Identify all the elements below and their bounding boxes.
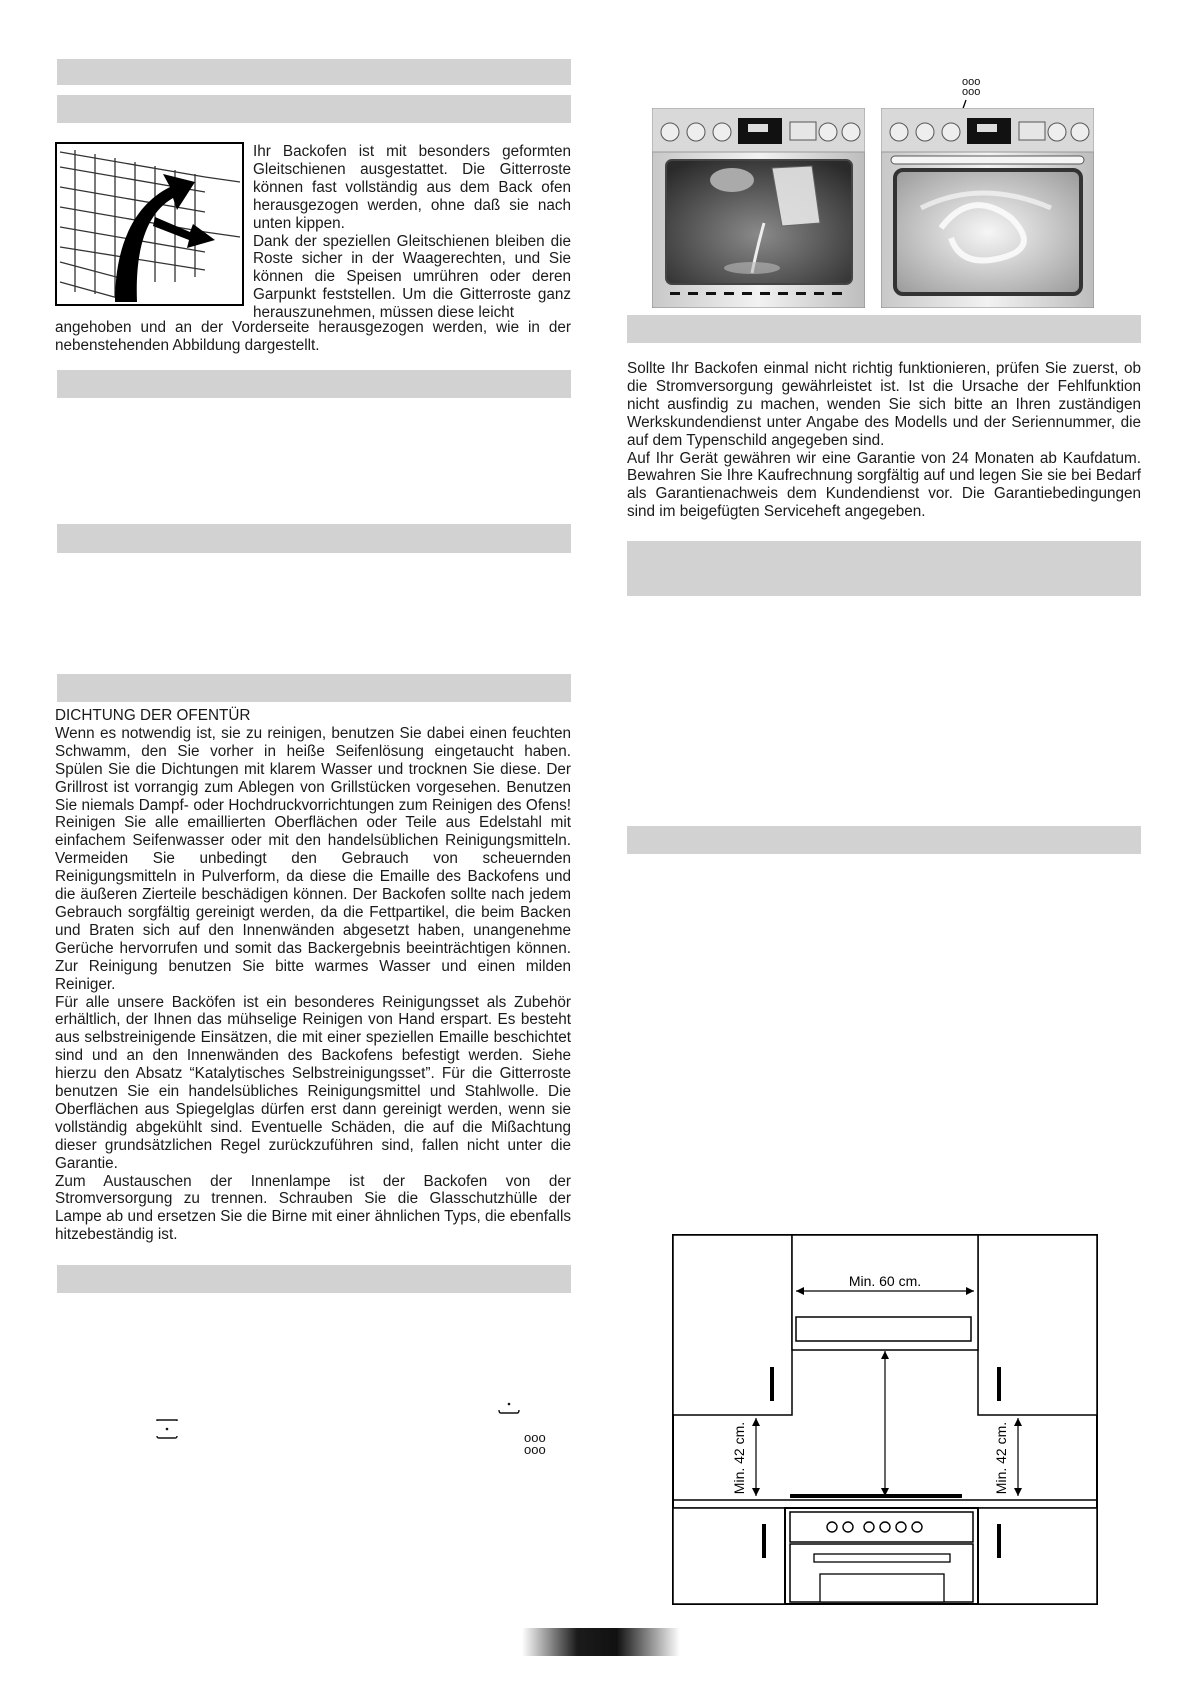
section-header-bar-4 [57,524,571,553]
rails-text-block [253,143,571,322]
steam-drops-icon: ooo ooo [524,1430,546,1457]
upper-cabinet-left [673,1235,792,1415]
cleaning-heading: DICHTUNG DER OFENTÜR [55,707,251,724]
page-number-bar [522,1628,680,1656]
sliding-rails-illustration [55,142,245,307]
steam-drops-icon-top: ooo ooo [962,76,981,98]
rails-paragraph-2-bottom: angehoben und an der Vorderseite herausgezogen werden, wie in der nebenstehenden Abbildung dargestellt. [55,319,571,354]
service-paragraph-1: Sollte Ihr Backofen einmal nicht richtig funktionieren, prüfen Sie zuerst, ob die Stromversorgung gewährleistet ist. Ist die Ursache der Fehlfunktion nicht ausfindig zu machen, wenden Sie sich bitte an Ihren zuständigen Werkskundendienst unter Angabe des Modells und der Seriennummer, die auf dem Typenschild angegeben sind. [627,360,1141,449]
section-header-bar-6 [57,1265,571,1293]
cleaning-text-block [55,707,571,1244]
cleaning-paragraph-1: Wenn es notwendig ist, sie zu reinigen, benutzen Sie dabei einen feuchten Schwamm, den Sie vorher in heiße Seifenlösung eingetaucht haben. Spülen Sie die Dichtungen mit klarem Wasser und trocknen Sie diese. Der Grillrost ist vorrangig zum Ablegen von Grillstücken vorgesehen. Benutzen Sie niemals Dampf- oder Hochdruckvorrichtungen zum Reinigen des Ofens! Reinigen Sie alle emaillierten Oberflächen oder Teile aus Edelstahl mit einfachem Seifenwasser oder mit den handelsüblichen Reinigungsmitteln. Vermeiden Sie unbedingt den Gebrauch von scheuernden Reinigungsmitteln in Pulverform, da diese die Emaille des Backofens und die äußeren Zierteile beschädigen können. Der Backofen sollte nach jedem Gebrauch sorgfältig gereinigt werden, da die Fettpartikel, die beim Backen und Braten sich auf den Innenwänden abgesetzt haben, unangenehme Gerüche hervorrufen und somit das Backergebnis beeinträchtigen können. Zur Reinigung benutzen Sie bitte warmes Wasser und einen milden Reiniger. [55,724,571,993]
cleaning-paragraph-2: Für alle unsere Backöfen ist ein besonderes Reinigungsset als Zubehör erhältlich, der Ihnen das mühselige Reinigen von Hand erspart. Es besteht aus selbstreinigende Einsätzen, die mit einer speziellen Emaille beschichtet sind und an den Innenwänden des Backofens befestigt werden. Siehe hierzu den Absatz “Katalytisches Selbstreinigungsset”. Für die Gitterroste benutzen Sie ein handelsübliches Reinigungsmittel und Stahlwolle. Die Oberflächen aus Spiegelglas dürfen erst dann gereinigt werden, wenn sie vollständig abgekühlt sind. Eventuelle Schäden, die auf die Mißachtung dieser grundsätzlichen Regel zurückzuführen sind, fallen nicht unter die Garantie. [55,993,571,1172]
service-paragraph-2: Auf Ihr Gerät gewähren wir eine Garantie von 24 Monaten ab Kaufdatum. Bewahren Sie Ihre Kaufrechnung sorgfältig auf und legen Sie sie bei Bedarf als Garantienachweis dem Kundendienst vor. Die Garantiebedingungen sind im beigefügten Serviceheft angegeben. [627,449,1141,521]
installation-diagram [672,1234,1098,1606]
section-header-bar-8 [627,541,1141,596]
hob [790,1494,962,1498]
rails-paragraph-2-top: Dank der speziellen Gleitschienen bleiben die Roste sicher in der Waagerechten, und Sie können die Speisen umrühren oder deren Garpunkt feststellen. Um die Gitterroste ganz herauszunehmen, müssen diese leicht [253,232,571,322]
top-heat-icon [497,1400,521,1416]
right-height-min-label: Min. 42 cm. [993,1421,1009,1495]
section-header-bar-1 [57,59,571,85]
section-header-bar-2 [57,95,571,123]
section-header-bar-5 [57,674,571,702]
oven-steam-illustration [881,108,1094,308]
lower-cabinet-right [978,1508,1097,1604]
width-min-label: Min. 60 cm. [848,1273,922,1289]
upper-cabinet-right [978,1235,1097,1415]
lower-cabinet-left [673,1508,785,1604]
section-header-bar-9 [627,826,1141,854]
left-height-min-label: Min. 42 cm. [731,1421,747,1495]
rails-paragraph-1: Ihr Backofen ist mit besonders geformten Gleitschienen ausgestattet. Die Gitterroste können fast vollständig aus dem Back ofen herausgezogen werden, ohne daß sie nach unten kippen. [253,143,571,232]
oven-water-fill-illustration [652,108,865,308]
section-header-bar-7 [627,315,1141,343]
bottom-heat-icon [155,1418,179,1440]
service-text-block [627,360,1141,521]
cleaning-paragraph-3: Zum Austauschen der Innenlampe ist der Backofen von der Stromversorgung zu trennen. Schrauben Sie die Glasschutzhülle der Lampe ab und ersetzen Sie die Birne mit einer ähnlichen Typs, die ebenfalls hitzebeständig ist. [55,1172,571,1244]
rails-text-bottom [55,319,571,355]
section-header-bar-3 [57,370,571,398]
